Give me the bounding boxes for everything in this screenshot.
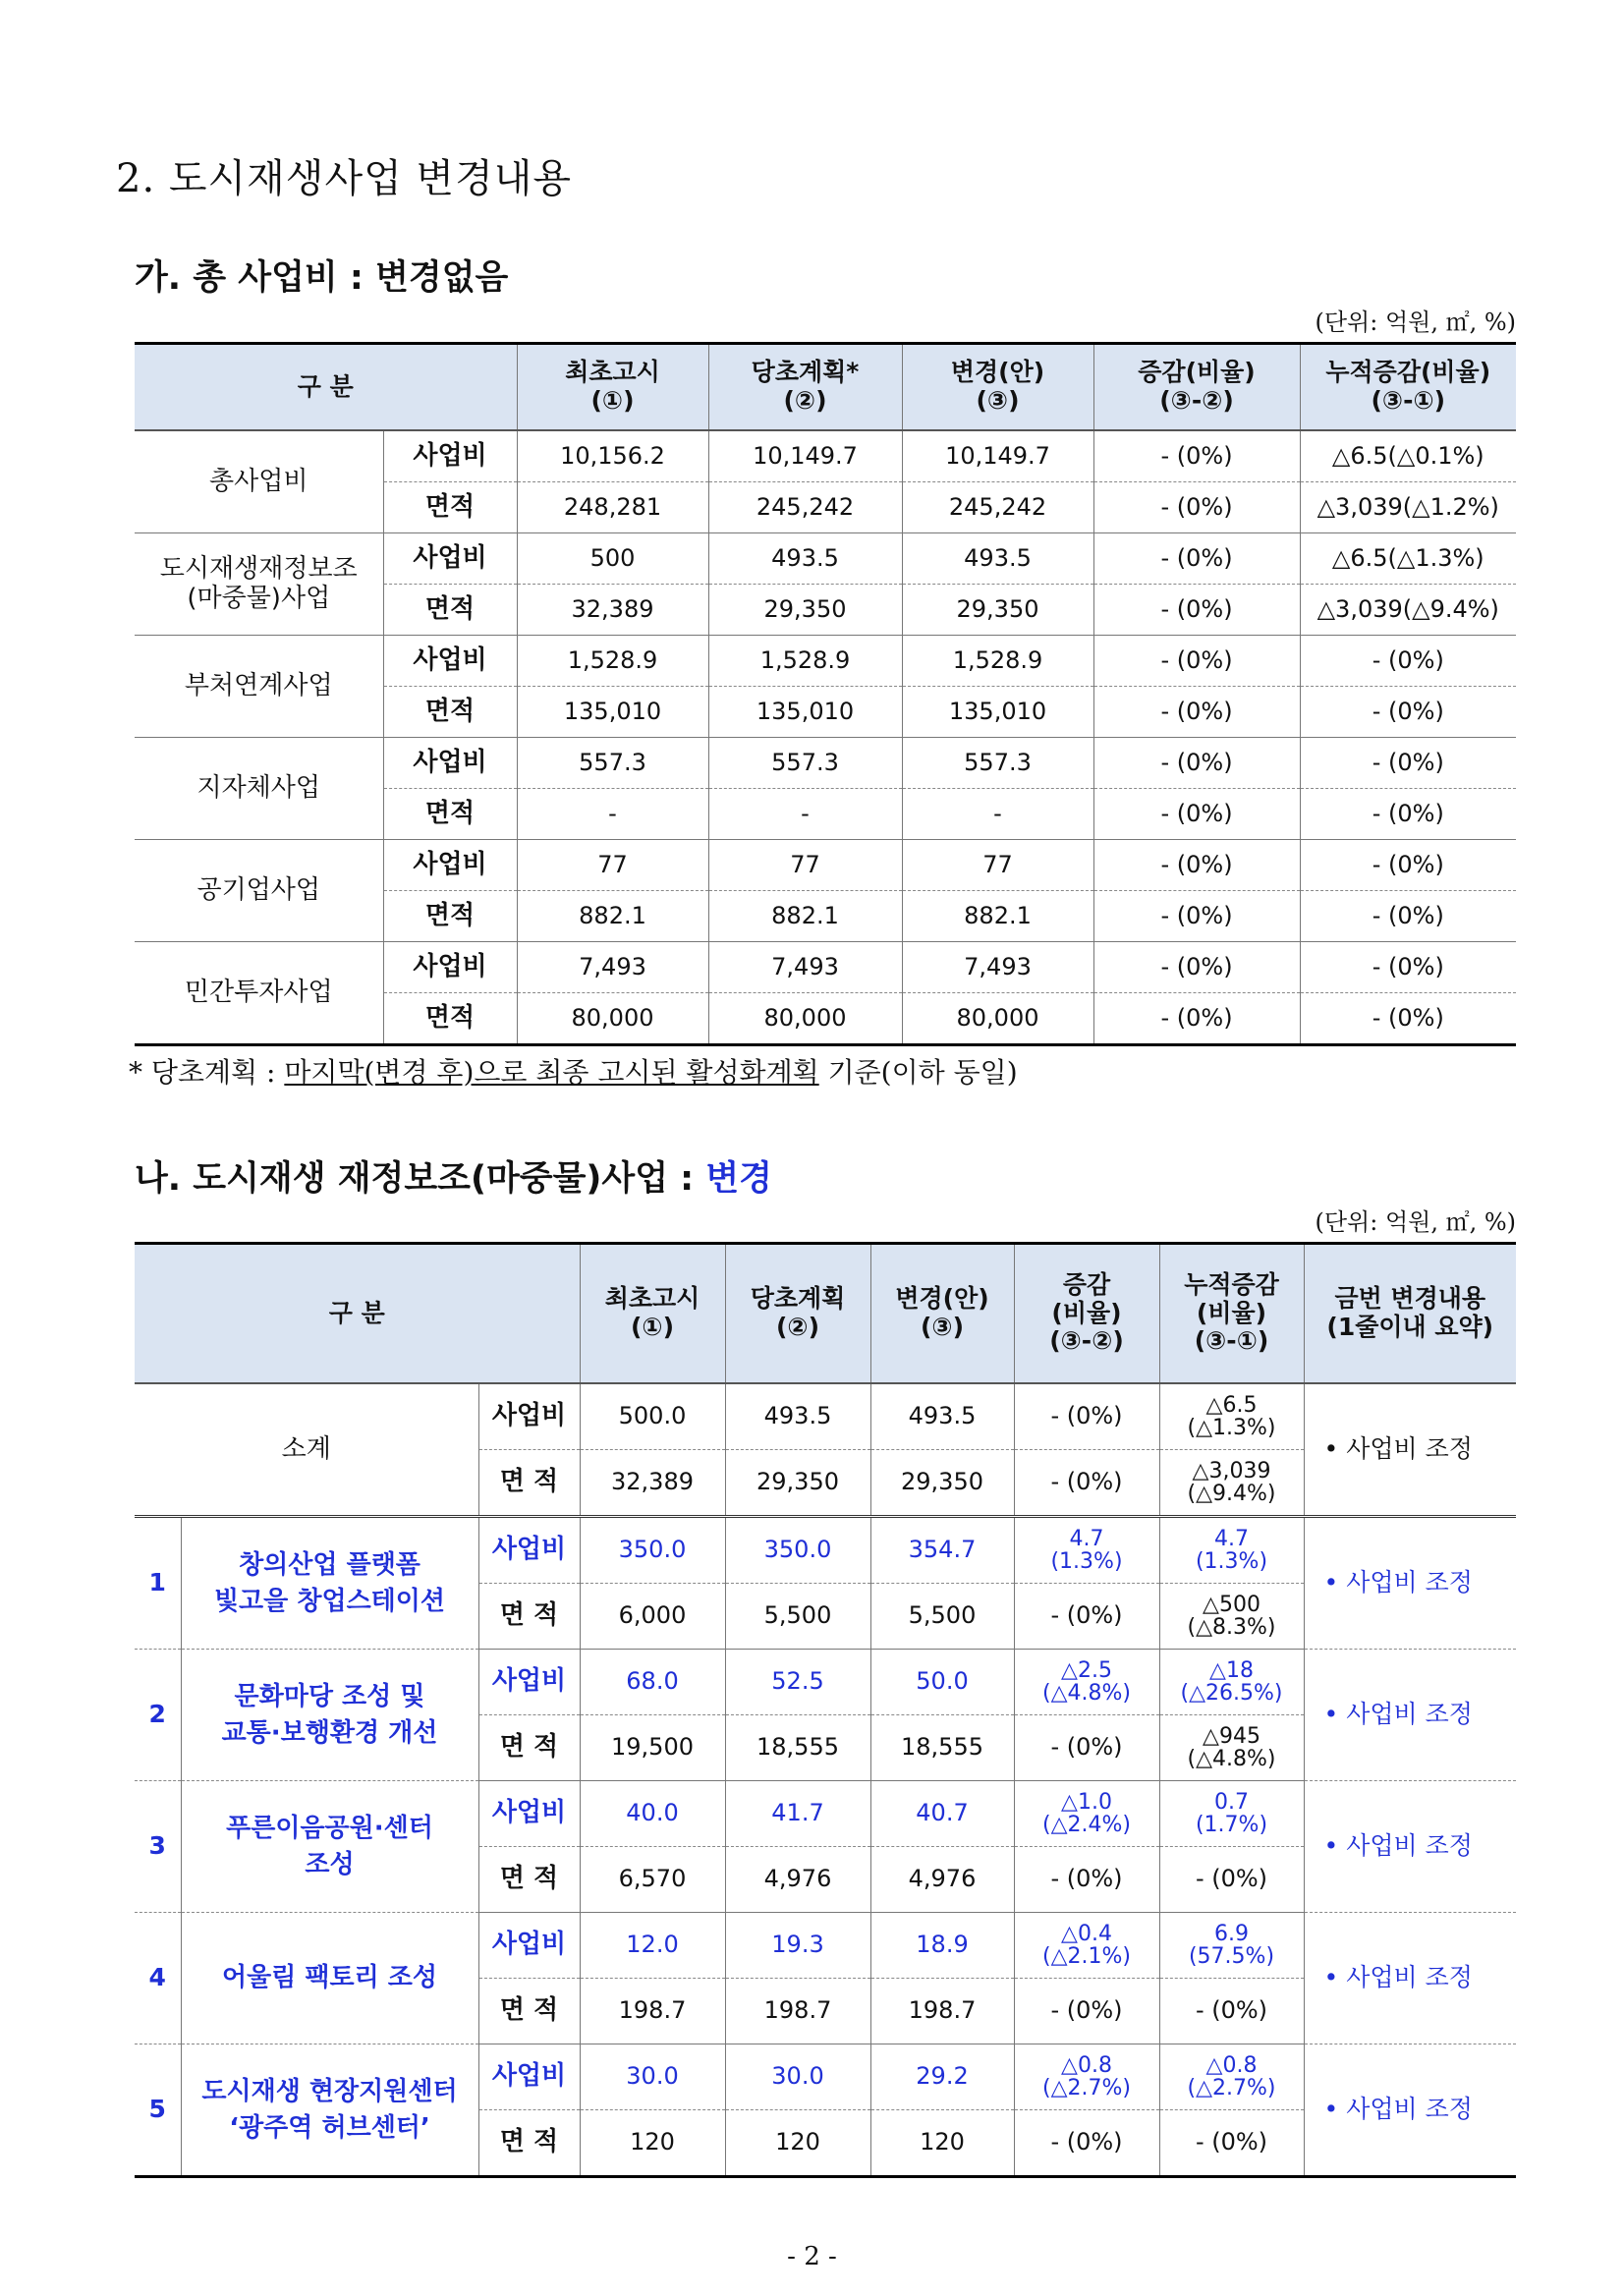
cell-diff: - (0%) xyxy=(1093,585,1300,636)
header-original-plan: 당초계획* (②) xyxy=(708,344,902,431)
cell-initial: 6,570 xyxy=(580,1847,725,1913)
cell-cumulative: - (0%) xyxy=(1159,2110,1304,2177)
table-row xyxy=(135,636,1516,687)
header-original-plan: 당초계획 (②) xyxy=(725,1244,870,1384)
cell-change: 18,555 xyxy=(870,1715,1014,1781)
row-kind: 사업비 xyxy=(478,1517,580,1584)
project-number: 5 xyxy=(135,2044,181,2177)
cell-initial: 882.1 xyxy=(517,891,708,942)
project-name: 창의산업 플랫폼 빛고을 창업스테이션 xyxy=(181,1517,478,1650)
cell-cumulative: 0.7 (1.7%) xyxy=(1159,1781,1304,1847)
cell-change: 10,149.7 xyxy=(902,430,1093,482)
cell-diff: - (0%) xyxy=(1093,533,1300,585)
cell-change: 1,528.9 xyxy=(902,636,1093,687)
change-summary: • 사업비 조정 xyxy=(1304,2044,1516,2177)
table-row xyxy=(135,942,1516,993)
cell-original: 41.7 xyxy=(725,1781,870,1847)
cell-diff: △1.0 (△2.4%) xyxy=(1014,1781,1159,1847)
header-diff: 증감(비율) (③-②) xyxy=(1093,344,1300,431)
change-summary: • 사업비 조정 xyxy=(1304,1781,1516,1913)
cell-cumulative: △6.5 (△1.3%) xyxy=(1159,1383,1304,1450)
cell-cumulative: - (0%) xyxy=(1300,942,1516,993)
cell-original: 350.0 xyxy=(725,1517,870,1584)
group-name: 공기업사업 xyxy=(135,840,383,942)
change-summary: • 사업비 조정 xyxy=(1304,1383,1516,1517)
cell-diff: - (0%) xyxy=(1093,789,1300,840)
row-kind: 면적 xyxy=(383,687,517,738)
cell-diff: - (0%) xyxy=(1093,738,1300,789)
row-kind: 사업비 xyxy=(383,840,517,891)
cell-initial: 30.0 xyxy=(580,2044,725,2110)
header-category: 구 분 xyxy=(135,344,517,431)
cell-original: 29,350 xyxy=(708,585,902,636)
cell-initial: 68.0 xyxy=(580,1650,725,1715)
cell-cumulative: △945 (△4.8%) xyxy=(1159,1715,1304,1781)
cell-diff: - (0%) xyxy=(1014,2110,1159,2177)
cell-cumulative: △6.5(△1.3%) xyxy=(1300,533,1516,585)
cell-original: 7,493 xyxy=(708,942,902,993)
header-change: 변경(안) (③) xyxy=(870,1244,1014,1384)
cell-cumulative: 6.9 (57.5%) xyxy=(1159,1913,1304,1979)
project-name: 푸른이음공원·센터 조성 xyxy=(181,1781,478,1913)
cell-diff: - (0%) xyxy=(1093,430,1300,482)
cell-cumulative: 4.7 (1.3%) xyxy=(1159,1517,1304,1584)
cell-original: 5,500 xyxy=(725,1584,870,1650)
matching-fund-table xyxy=(135,1242,1516,2178)
cell-cumulative: - (0%) xyxy=(1159,1847,1304,1913)
row-kind: 면 적 xyxy=(478,1715,580,1781)
cell-change: 18.9 xyxy=(870,1913,1014,1979)
group-name: 도시재생재정보조 (마중물)사업 xyxy=(135,533,383,636)
row-kind: 사업비 xyxy=(383,636,517,687)
table-header-row xyxy=(135,344,1516,431)
cell-diff: - (0%) xyxy=(1014,1715,1159,1781)
cell-initial: 7,493 xyxy=(517,942,708,993)
cell-change: 493.5 xyxy=(870,1383,1014,1450)
cell-original: 557.3 xyxy=(708,738,902,789)
row-kind: 사업비 xyxy=(478,2044,580,2110)
table-row xyxy=(135,1650,1516,1715)
table-row xyxy=(135,2044,1516,2110)
table-header-row xyxy=(135,1244,1516,1384)
row-kind: 면 적 xyxy=(478,1847,580,1913)
group-name: 총사업비 xyxy=(135,430,383,533)
table-row xyxy=(135,738,1516,789)
group-name: 지자체사업 xyxy=(135,738,383,840)
row-kind: 면 적 xyxy=(478,2110,580,2177)
cell-initial: 6,000 xyxy=(580,1584,725,1650)
cell-change: 29,350 xyxy=(902,585,1093,636)
change-summary: • 사업비 조정 xyxy=(1304,1650,1516,1781)
row-kind: 면 적 xyxy=(478,1450,580,1517)
cell-change: 4,976 xyxy=(870,1847,1014,1913)
cell-initial: 135,010 xyxy=(517,687,708,738)
cell-change: 29,350 xyxy=(870,1450,1014,1517)
cell-original: 4,976 xyxy=(725,1847,870,1913)
row-kind: 사업비 xyxy=(383,533,517,585)
project-name: 도시재생 현장지원센터 ‘광주역 허브센터’ xyxy=(181,2044,478,2177)
cell-original: 30.0 xyxy=(725,2044,870,2110)
table-row xyxy=(135,1781,1516,1847)
cell-initial: 198.7 xyxy=(580,1979,725,2044)
cell-change: 50.0 xyxy=(870,1650,1014,1715)
cell-original: 882.1 xyxy=(708,891,902,942)
cell-initial: 32,389 xyxy=(580,1450,725,1517)
cell-diff: - (0%) xyxy=(1014,1584,1159,1650)
header-change-summary: 금번 변경내용 (1줄이내 요약) xyxy=(1304,1244,1516,1384)
subsection-b-highlight: 변경 xyxy=(705,1159,772,1199)
cell-cumulative: - (0%) xyxy=(1300,891,1516,942)
cell-diff: - (0%) xyxy=(1093,993,1300,1045)
cell-diff: - (0%) xyxy=(1014,1847,1159,1913)
table-row xyxy=(135,430,1516,482)
cell-change: 354.7 xyxy=(870,1517,1014,1584)
cell-original: 77 xyxy=(708,840,902,891)
cell-diff: - (0%) xyxy=(1093,482,1300,533)
row-kind: 사업비 xyxy=(478,1383,580,1450)
subsection-a-title: 가. 총 사업비 : 변경없음 xyxy=(135,258,509,298)
header-initial: 최초고시 (①) xyxy=(580,1244,725,1384)
total-budget-table xyxy=(135,342,1516,1046)
row-kind: 면적 xyxy=(383,482,517,533)
header-category: 구 분 xyxy=(135,1244,580,1384)
footnote-tail: 기준(이하 동일) xyxy=(827,1056,1018,1089)
cell-diff: - (0%) xyxy=(1093,891,1300,942)
table-row xyxy=(135,840,1516,891)
cell-change: 40.7 xyxy=(870,1781,1014,1847)
cell-cumulative: △500 (△8.3%) xyxy=(1159,1584,1304,1650)
unit-label-a: (단위: 억원, ㎡, %) xyxy=(1315,308,1516,336)
cell-initial: 120 xyxy=(580,2110,725,2177)
row-kind: 면적 xyxy=(383,585,517,636)
project-number: 2 xyxy=(135,1650,181,1781)
cell-original: 18,555 xyxy=(725,1715,870,1781)
cell-change: 135,010 xyxy=(902,687,1093,738)
cell-diff: - (0%) xyxy=(1093,942,1300,993)
cell-initial: 12.0 xyxy=(580,1913,725,1979)
cell-cumulative: - (0%) xyxy=(1300,993,1516,1045)
cell-cumulative: △18 (△26.5%) xyxy=(1159,1650,1304,1715)
footnote xyxy=(129,1051,1018,1091)
row-kind: 사업비 xyxy=(478,1650,580,1715)
cell-cumulative: - (0%) xyxy=(1159,1979,1304,2044)
subsection-b-title xyxy=(135,1151,772,1201)
row-kind: 면 적 xyxy=(478,1979,580,2044)
cell-initial: - xyxy=(517,789,708,840)
cell-original: 80,000 xyxy=(708,993,902,1045)
row-kind: 면적 xyxy=(383,993,517,1045)
cell-cumulative: △0.8 (△2.7%) xyxy=(1159,2044,1304,2110)
cell-original: 493.5 xyxy=(708,533,902,585)
table-row xyxy=(135,1517,1516,1584)
cell-cumulative: - (0%) xyxy=(1300,738,1516,789)
cell-initial: 77 xyxy=(517,840,708,891)
cell-initial: 500 xyxy=(517,533,708,585)
project-number: 4 xyxy=(135,1913,181,2044)
cell-diff: - (0%) xyxy=(1014,1383,1159,1450)
row-kind: 면 적 xyxy=(478,1584,580,1650)
project-name: 어울림 팩토리 조성 xyxy=(181,1913,478,2044)
cell-original: 135,010 xyxy=(708,687,902,738)
cell-diff: △0.4 (△2.1%) xyxy=(1014,1913,1159,1979)
cell-original: 29,350 xyxy=(725,1450,870,1517)
row-kind: 면적 xyxy=(383,891,517,942)
cell-cumulative: - (0%) xyxy=(1300,840,1516,891)
cell-original: 10,149.7 xyxy=(708,430,902,482)
cell-cumulative: △3,039(△9.4%) xyxy=(1300,585,1516,636)
header-cumulative-diff: 누적증감(비율) (③-①) xyxy=(1300,344,1516,431)
cell-diff: - (0%) xyxy=(1093,687,1300,738)
cell-change: 245,242 xyxy=(902,482,1093,533)
change-summary: • 사업비 조정 xyxy=(1304,1517,1516,1650)
cell-original: 52.5 xyxy=(725,1650,870,1715)
cell-initial: 1,528.9 xyxy=(517,636,708,687)
table-row xyxy=(135,1913,1516,1979)
row-kind: 사업비 xyxy=(383,430,517,482)
project-number: 3 xyxy=(135,1781,181,1913)
cell-initial: 350.0 xyxy=(580,1517,725,1584)
cell-cumulative: △6.5(△0.1%) xyxy=(1300,430,1516,482)
cell-change: 80,000 xyxy=(902,993,1093,1045)
cell-original: 493.5 xyxy=(725,1383,870,1450)
cell-initial: 80,000 xyxy=(517,993,708,1045)
row-kind: 사업비 xyxy=(383,738,517,789)
cell-initial: 10,156.2 xyxy=(517,430,708,482)
row-kind: 사업비 xyxy=(478,1781,580,1847)
row-kind: 면적 xyxy=(383,789,517,840)
cell-diff: - (0%) xyxy=(1093,636,1300,687)
header-diff: 증감 (비율) (③-②) xyxy=(1014,1244,1159,1384)
project-name: 문화마당 조성 및 교통·보행환경 개선 xyxy=(181,1650,478,1781)
project-number: 1 xyxy=(135,1517,181,1650)
cell-change: 882.1 xyxy=(902,891,1093,942)
unit-label-b: (단위: 억원, ㎡, %) xyxy=(1315,1208,1516,1236)
cell-initial: 40.0 xyxy=(580,1781,725,1847)
footnote-star: * xyxy=(129,1056,142,1089)
cell-change: 5,500 xyxy=(870,1584,1014,1650)
footnote-label: 당초계획 : xyxy=(150,1056,276,1089)
cell-cumulative: △3,039 (△9.4%) xyxy=(1159,1450,1304,1517)
subtotal-name: 소계 xyxy=(135,1383,478,1517)
cell-change: 7,493 xyxy=(902,942,1093,993)
table-row xyxy=(135,533,1516,585)
change-summary: • 사업비 조정 xyxy=(1304,1913,1516,2044)
cell-cumulative: △3,039(△1.2%) xyxy=(1300,482,1516,533)
cell-change: 493.5 xyxy=(902,533,1093,585)
cell-initial: 19,500 xyxy=(580,1715,725,1781)
cell-original: - xyxy=(708,789,902,840)
cell-diff: - (0%) xyxy=(1093,840,1300,891)
group-name: 민간투자사업 xyxy=(135,942,383,1045)
header-change: 변경(안) (③) xyxy=(902,344,1093,431)
cell-cumulative: - (0%) xyxy=(1300,636,1516,687)
cell-cumulative: - (0%) xyxy=(1300,687,1516,738)
cell-change: 120 xyxy=(870,2110,1014,2177)
cell-diff: △2.5 (△4.8%) xyxy=(1014,1650,1159,1715)
cell-initial: 500.0 xyxy=(580,1383,725,1450)
cell-initial: 248,281 xyxy=(517,482,708,533)
group-name: 부처연계사업 xyxy=(135,636,383,738)
cell-diff: △0.8 (△2.7%) xyxy=(1014,2044,1159,2110)
cell-original: 1,528.9 xyxy=(708,636,902,687)
cell-diff: - (0%) xyxy=(1014,1450,1159,1517)
cell-initial: 32,389 xyxy=(517,585,708,636)
cell-change: 198.7 xyxy=(870,1979,1014,2044)
footnote-underlined: 마지막(변경 후)으로 최종 고시된 활성화계획 xyxy=(284,1056,819,1089)
cell-change: 77 xyxy=(902,840,1093,891)
row-kind: 사업비 xyxy=(383,942,517,993)
cell-change: 557.3 xyxy=(902,738,1093,789)
cell-diff: 4.7 (1.3%) xyxy=(1014,1517,1159,1584)
cell-initial: 557.3 xyxy=(517,738,708,789)
cell-original: 19.3 xyxy=(725,1913,870,1979)
cell-change: 29.2 xyxy=(870,2044,1014,2110)
page-number: - 2 - xyxy=(787,2242,837,2271)
header-initial: 최초고시 (①) xyxy=(517,344,708,431)
row-kind: 사업비 xyxy=(478,1913,580,1979)
cell-original: 120 xyxy=(725,2110,870,2177)
subsection-b-prefix: 나. 도시재생 재정보조(마중물)사업 : xyxy=(135,1159,695,1199)
cell-original: 198.7 xyxy=(725,1979,870,2044)
section-title: 2. 도시재생사업 변경내용 xyxy=(116,156,572,201)
table-row xyxy=(135,1383,1516,1450)
cell-diff: - (0%) xyxy=(1014,1979,1159,2044)
cell-change: - xyxy=(902,789,1093,840)
cell-original: 245,242 xyxy=(708,482,902,533)
cell-cumulative: - (0%) xyxy=(1300,789,1516,840)
header-cumulative-diff: 누적증감 (비율) (③-①) xyxy=(1159,1244,1304,1384)
